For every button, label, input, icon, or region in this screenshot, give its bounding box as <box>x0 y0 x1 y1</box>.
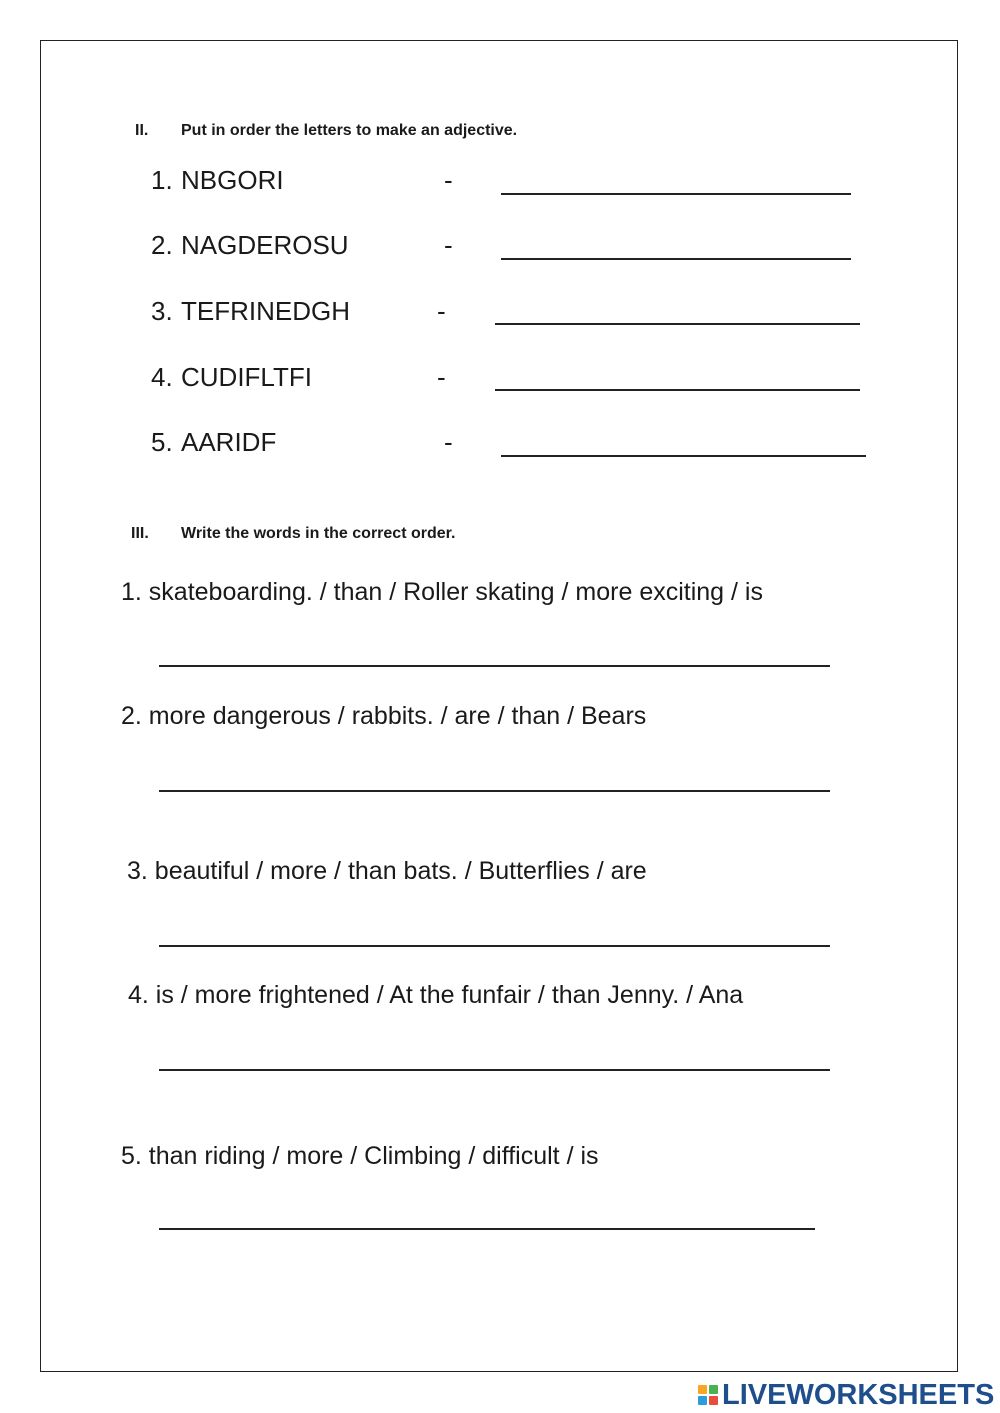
answer-line-2[interactable] <box>501 258 851 260</box>
sentence-answer-line-4[interactable] <box>159 1069 830 1071</box>
answer-line-5[interactable] <box>501 455 866 457</box>
scramble-item-3-dash: - <box>437 296 446 326</box>
scramble-item-1-dash: - <box>444 165 453 195</box>
section-3-title: Write the words in the correct order. <box>181 525 456 542</box>
logo-blocks-icon <box>698 1385 718 1405</box>
sentence-answer-line-5[interactable] <box>159 1228 815 1230</box>
order-sentence-3: 3. beautiful / more / than bats. / Butterflies / are <box>127 857 647 885</box>
sentence-answer-line-2[interactable] <box>159 790 830 792</box>
scramble-item-3-number: 3. <box>151 296 173 326</box>
order-sentence-1: 1. skateboarding. / than / Roller skating / more exciting / is <box>121 578 763 606</box>
sentence-answer-line-1[interactable] <box>159 665 830 667</box>
section-3-number: III. <box>131 525 149 542</box>
scramble-item-5-word: AARIDF <box>181 427 277 457</box>
scramble-item-4-dash: - <box>437 362 446 392</box>
order-sentence-2: 2. more dangerous / rabbits. / are / than / Bears <box>121 702 647 730</box>
answer-line-4[interactable] <box>495 389 860 391</box>
scramble-item-4-word: CUDIFLTFI <box>181 362 312 392</box>
scramble-item-3-word: TEFRINEDGH <box>181 296 350 326</box>
answer-line-3[interactable] <box>495 323 860 325</box>
liveworksheets-logo <box>698 1380 994 1410</box>
scramble-item-2-dash: - <box>444 230 453 260</box>
scramble-item-1-number: 1. <box>151 165 173 195</box>
sentence-answer-line-3[interactable] <box>159 945 830 947</box>
scramble-item-2-word: NAGDEROSU <box>181 230 349 260</box>
section-2-number: II. <box>135 122 149 139</box>
scramble-item-5-number: 5. <box>151 427 173 457</box>
answer-line-1[interactable] <box>501 193 851 195</box>
scramble-item-2-number: 2. <box>151 230 173 260</box>
scramble-item-5-dash: - <box>444 427 453 457</box>
logo-text: LIVEWORKSHEETS <box>722 1378 995 1411</box>
scramble-item-4-number: 4. <box>151 362 173 392</box>
scramble-item-1-word: NBGORI <box>181 165 284 195</box>
order-sentence-4: 4. is / more frightened / At the funfair / than Jenny. / Ana <box>128 981 744 1009</box>
order-sentence-5: 5. than riding / more / Climbing / difficult / is <box>121 1142 599 1170</box>
section-2-title: Put in order the letters to make an adjective. <box>181 122 518 139</box>
